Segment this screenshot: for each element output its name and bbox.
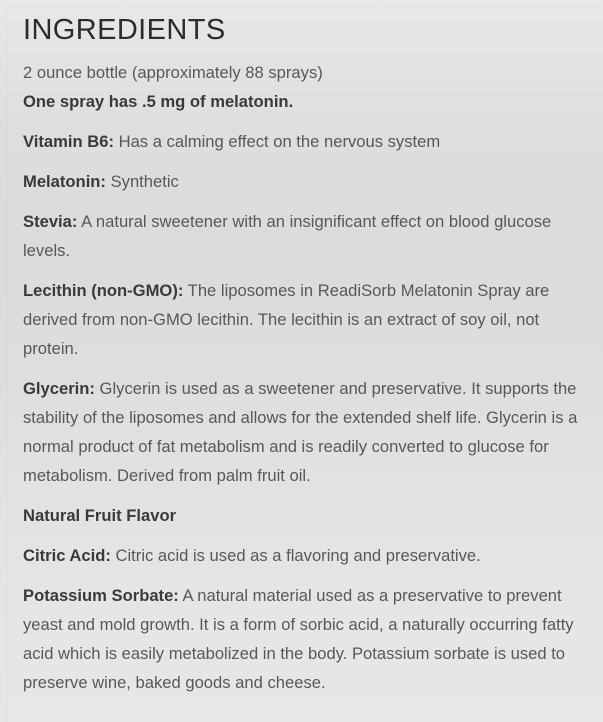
ingredient-label: Potassium Sorbate: xyxy=(23,586,179,605)
ingredient-label: Citric Acid: xyxy=(23,546,111,565)
ingredient-label: Melatonin: xyxy=(23,172,106,191)
ingredient-item xyxy=(23,363,581,490)
ingredient-item xyxy=(23,116,581,156)
ingredient-description: Glycerin is used as a sweetener and preservative. It supports the stability of the liposomes and allows for the extended shelf life. Glycerin is a normal product of fat metabolism and is readily converted to glucose for metabolism. Derived from palm fruit oil. xyxy=(23,379,578,485)
ingredient-label: Natural Fruit Flavor xyxy=(23,506,177,525)
ingredient-description: Has a calming effect on the nervous system xyxy=(113,132,441,151)
ingredient-description: A natural material used as a preservative to prevent yeast and mold growth. It is a form of sorbic acid, a naturally occurring fatty acid which is easily metabolized in the body. Potassium sorbate is used to preserve wine, baked goods and cheese. xyxy=(23,586,574,692)
ingredient-description: Synthetic xyxy=(105,172,179,191)
ingredient-item xyxy=(23,156,581,196)
ingredient-label: Stevia: xyxy=(23,212,78,231)
ingredient-item xyxy=(23,570,581,697)
ingredient-description: Citric acid is used as a flavoring and preservative. xyxy=(110,546,481,565)
ingredient-item xyxy=(23,490,581,530)
ingredient-item xyxy=(23,265,581,363)
ingredient-item xyxy=(23,196,581,265)
intro-line-dose: One spray has .5 mg of melatonin. xyxy=(23,92,294,111)
ingredient-label: Lecithin (non-GMO): xyxy=(23,281,184,300)
ingredient-description: A natural sweetener with an insignificant effect on blood glucose levels. xyxy=(23,212,552,260)
intro-paragraph xyxy=(23,49,581,116)
intro-line-bottle-size: 2 ounce bottle (approximately 88 sprays) xyxy=(23,63,323,82)
ingredient-item xyxy=(23,530,581,570)
ingredient-label: Vitamin B6: xyxy=(23,132,114,151)
page-title: INGREDIENTS xyxy=(23,14,226,46)
ingredient-description: The liposomes in ReadiSorb Melatonin Spray are derived from non-GMO lecithin. The lecithin is an extract of soy oil, not protein. xyxy=(23,281,550,358)
ingredient-label: Glycerin: xyxy=(23,379,95,398)
